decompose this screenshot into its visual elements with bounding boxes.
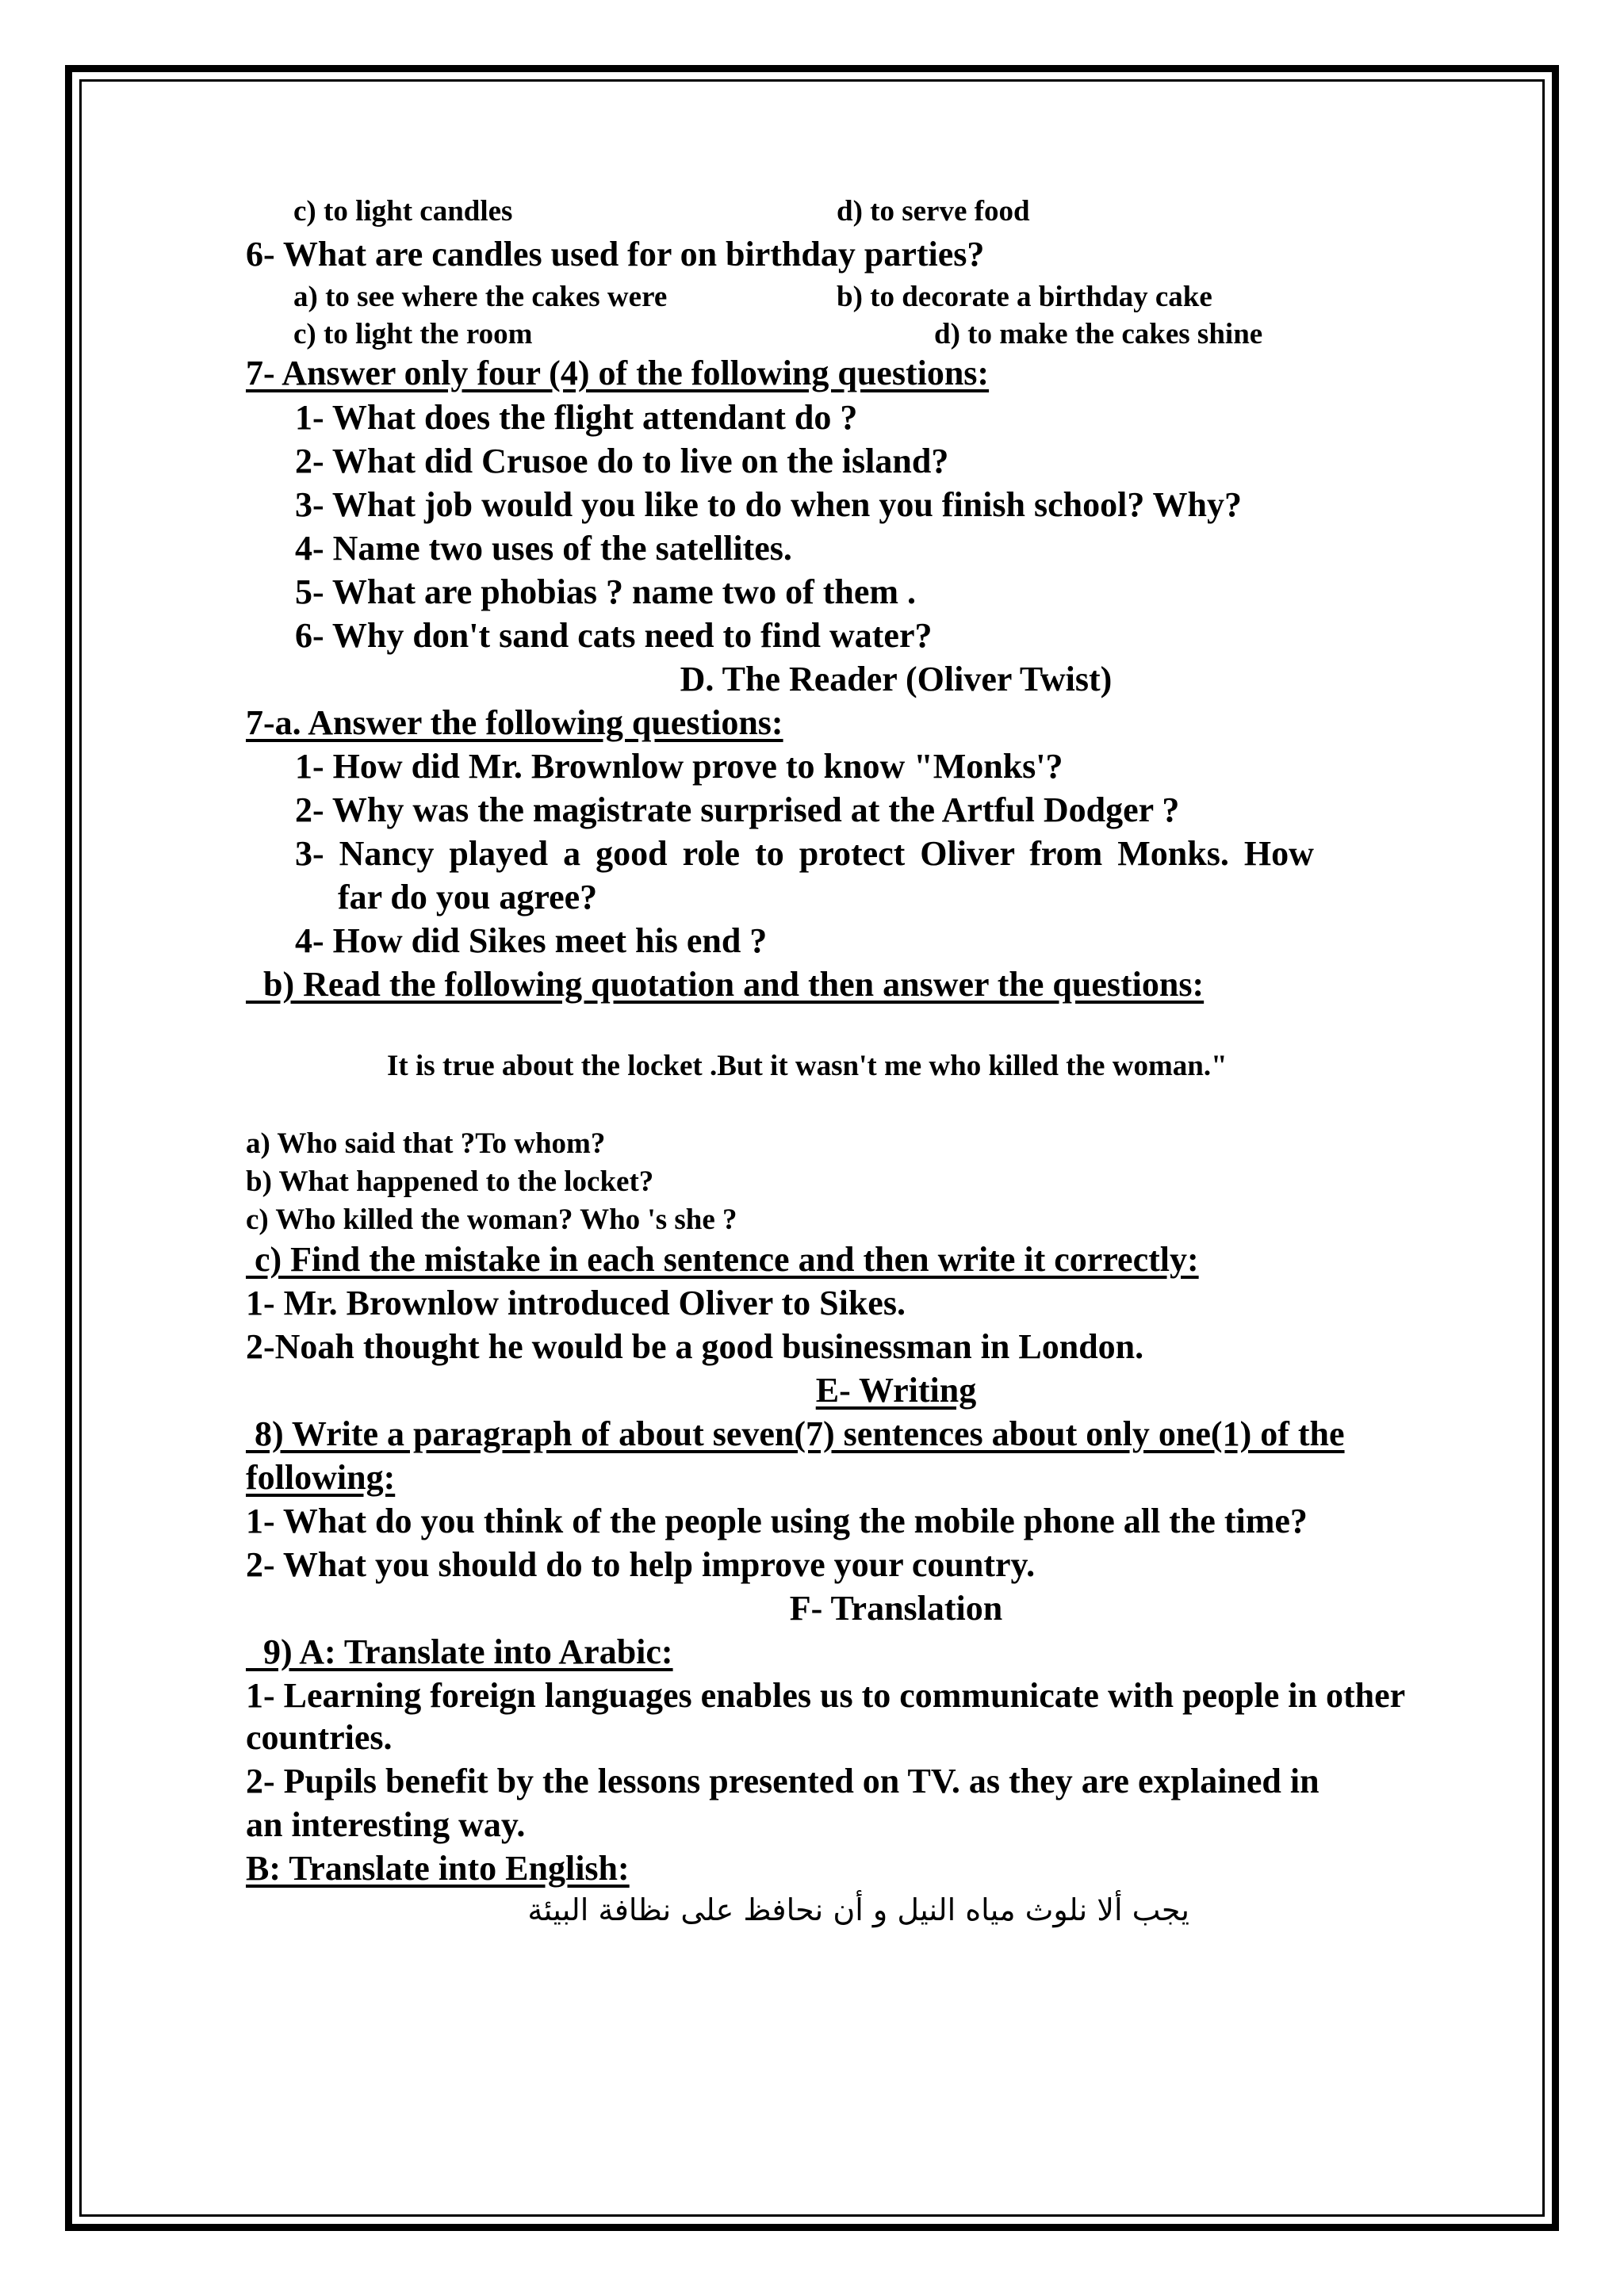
q6-option-b: b) to decorate a birthday cake [837,281,1212,313]
section-d-a-item-1: 1- How did Mr. Brownlow prove to know "Monks'? [295,747,1063,786]
section-d-a-item-4: 4- How did Sikes meet his end ? [295,921,768,960]
q7-item-6: 6- Why don't sand cats need to find water? [295,616,933,655]
q5-option-d: d) to serve food [837,195,1030,228]
section-d-b-heading: b) Read the following quotation and then answer the questions: [246,965,1205,1004]
q6-option-c: c) to light the room [293,318,533,350]
q7-item-3: 3- What job would you like to do when you finish school? Why? [295,485,1242,524]
section-e-title: E- Writing [815,1371,977,1410]
section-d-title: D. The Reader (Oliver Twist) [680,660,1113,698]
section-f-title: F- Translation [789,1589,1003,1628]
section-f-b-heading: B: Translate into English: [246,1849,630,1888]
section-d-b-item-b: b) What happened to the locket? [246,1165,654,1198]
section-f-a-item-1-cont: countries. [246,1718,393,1757]
q7-item-5: 5- What are phobias ? name two of them . [295,572,917,611]
section-d-c-item-1: 1- Mr. Brownlow introduced Oliver to Sikes. [246,1284,906,1322]
section-e-heading-line2: following: [246,1458,396,1497]
q6-option-a: a) to see where the cakes were [293,281,668,313]
q5-option-c: c) to light candles [293,195,513,228]
section-e-heading-line1: 8) Write a paragraph of about seven(7) sentences about only one(1) of the [246,1414,1345,1453]
section-d-c-heading: c) Find the mistake in each sentence and then write it correctly: [246,1240,1199,1279]
q7-item-1: 1- What does the flight attendant do ? [295,398,858,437]
section-e-item-2: 2- What you should do to help improve your country. [246,1545,1036,1584]
section-d-a-item-3-cont: far do you agree? [338,878,598,916]
arabic-sentence: يجب ألا نلوث مياه النيل و أن نحافظ على نظافة البيئة [527,1892,1189,1927]
section-d-b-item-a: a) Who said that ?To whom? [246,1127,606,1160]
section-d-b-item-c: c) Who killed the woman? Who 's she ? [246,1203,737,1236]
section-d-a-item-3: 3- Nancy played a good role to protect Oliver from Monks. How [295,834,1314,873]
section-e-item-1: 1- What do you think of the people using the mobile phone all the time? [246,1502,1308,1540]
q7-item-4: 4- Name two uses of the satellites. [295,529,792,568]
q6-option-d: d) to make the cakes shine [934,318,1263,350]
quotation: It is true about the locket .But it wasn't me who killed the woman." [387,1050,1228,1082]
section-d-a-item-2: 2- Why was the magistrate surprised at the Artful Dodger ? [295,790,1180,829]
q6-question: 6- What are candles used for on birthday parties? [246,235,985,274]
q7-heading: 7- Answer only four (4) of the following questions: [246,354,990,392]
section-f-a-item-2-cont: an interesting way. [246,1805,526,1844]
section-d-c-item-2: 2-Noah thought he would be a good businessman in London. [246,1327,1144,1366]
q7-item-2: 2- What did Crusoe do to live on the island? [295,442,949,480]
section-d-a-heading: 7-a. Answer the following questions: [246,703,783,742]
section-f-a-heading: 9) A: Translate into Arabic: [246,1632,673,1671]
section-f-a-item-1: 1- Learning foreign languages enables us to communicate with people in other [246,1676,1406,1715]
section-f-a-item-2: 2- Pupils benefit by the lessons presented on TV. as they are explained in [246,1762,1320,1800]
